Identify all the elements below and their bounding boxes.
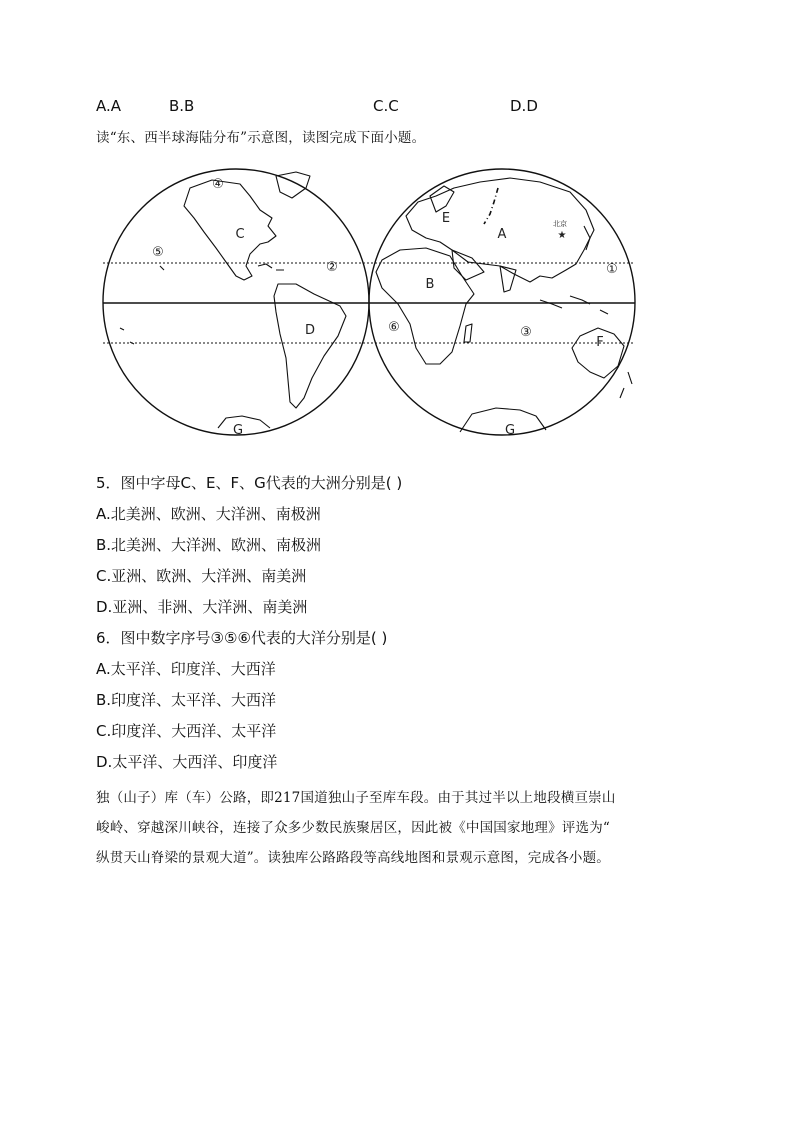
- ocean-label-6: ⑥: [388, 320, 400, 335]
- question-5-stem: 5．图中字母C、E、F、G代表的大洲分别是( ): [96, 474, 403, 492]
- africa-coast: [376, 248, 474, 364]
- ocean-label-2: ②: [326, 260, 338, 275]
- ocean-label-4: ④: [212, 177, 224, 192]
- japan-coast: [584, 226, 590, 250]
- question-6-option-d: D.太平洋、大西洋、印度洋: [96, 753, 278, 771]
- road-intro-line-3: 纵贯天山脊梁的景观大道”。读独库公路路段等高线地图和景观示意图，完成各小题。: [96, 850, 611, 866]
- ocean-label-5: ⑤: [152, 245, 164, 260]
- road-intro-line-2: 峻岭、穿越深川峡谷，连接了众多少数民族聚居区，因此被《中国国家地理》评选为“: [96, 820, 611, 836]
- question-6-option-b: B.印度洋、太平洋、大西洋: [96, 691, 277, 709]
- new-zealand-coast: [620, 372, 632, 398]
- continent-label-c: C: [235, 227, 245, 242]
- question-5-option-a: A.北美洲、欧洲、大洋洲、南极洲: [96, 505, 321, 523]
- europe-asia-boundary: [484, 188, 498, 224]
- ocean-label-1: ①: [606, 262, 618, 277]
- question-6-option-c: C.印度洋、大西洋、太平洋: [96, 722, 277, 740]
- caribbean-islands: [258, 264, 284, 270]
- ocean-label-3: ③: [520, 325, 532, 340]
- western-hemisphere-outline: [103, 169, 369, 435]
- question-5-option-d: D.亚洲、非洲、大洋洲、南美洲: [96, 598, 308, 616]
- beijing-star-icon: ★: [557, 230, 567, 241]
- question-6-option-a: A.太平洋、印度洋、大西洋: [96, 660, 276, 678]
- greenland-coast: [276, 172, 310, 198]
- continent-label-g-west: G: [232, 423, 244, 438]
- india-coast: [500, 266, 516, 292]
- southeast-asia-islands: [540, 296, 608, 314]
- road-intro-line-1: 独（山子）库（车）公路，即217国道独山子至库车段。由于其过半以上地段横亘崇山: [96, 790, 616, 806]
- question-6-stem: 6．图中数字序号③⑤⑥代表的大洋分别是( ): [96, 629, 388, 647]
- continent-label-a: A: [497, 227, 507, 242]
- eastern-hemisphere-outline: [369, 169, 635, 435]
- hemisphere-map: [100, 166, 640, 441]
- option-c-prev: C.C: [373, 97, 399, 115]
- continent-label-g-east: G: [504, 423, 516, 438]
- madagascar-coast: [464, 324, 472, 342]
- continent-label-e: E: [441, 211, 451, 226]
- arabia-coast: [452, 250, 484, 280]
- continent-label-f: F: [596, 335, 604, 350]
- question-5-option-c: C.亚洲、欧洲、大洋洲、南美洲: [96, 567, 307, 585]
- city-label-beijing: 北京: [553, 220, 567, 228]
- scandinavia-coast: [430, 186, 454, 212]
- pacific-islands-west: [120, 266, 164, 344]
- continent-label-d: D: [304, 323, 316, 338]
- continent-label-b: B: [425, 277, 435, 292]
- option-d-prev: D.D: [510, 97, 538, 115]
- map-intro-text: 读“东、西半球海陆分布”示意图，读图完成下面小题。: [96, 130, 426, 146]
- antarctica-east-coast: [460, 408, 546, 432]
- option-b-prev: B.B: [169, 97, 195, 115]
- antarctica-west-coast: [218, 416, 270, 428]
- question-5-option-b: B.北美洲、大洋洲、欧洲、南极洲: [96, 536, 322, 554]
- option-a-prev: A.A: [96, 97, 122, 115]
